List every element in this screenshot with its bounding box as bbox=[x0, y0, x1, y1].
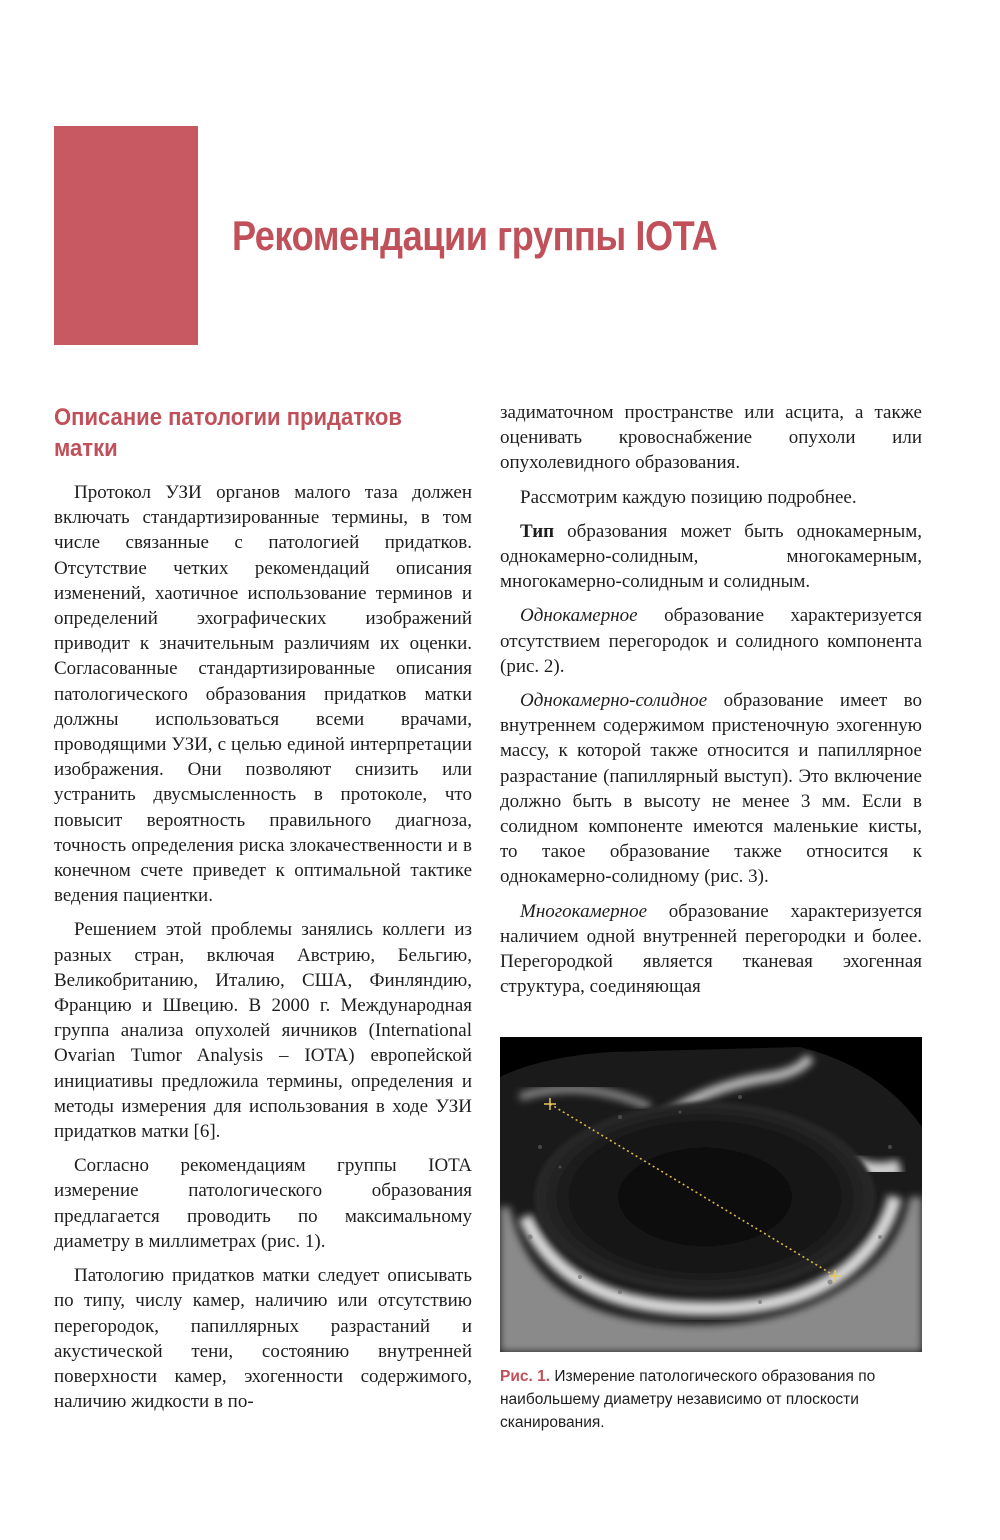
section-heading: Описание патологии придатков матки bbox=[54, 404, 402, 462]
paragraph-multilocular-text: образование характеризуется наличием одной внутренней перегородки и более. Перегородкой является тканевая эхогенная структура, соединяющая bbox=[500, 900, 922, 998]
figure-caption bbox=[500, 1365, 924, 1434]
paragraph-unilocular bbox=[500, 603, 922, 679]
ultrasound-scan bbox=[500, 1037, 922, 1352]
ultrasound-image bbox=[500, 1037, 922, 1352]
figure-label: Рис. 1. bbox=[500, 1368, 551, 1385]
left-column bbox=[54, 402, 472, 1423]
chapter-title: Рекомендации группы IOTA bbox=[232, 212, 718, 259]
paragraph-intro-positions: Рассмотрим каждую позицию подробнее. bbox=[520, 486, 857, 508]
paragraph-type-text: образования может быть однокамерным, однокамерно-солидным, многокамерным, многокамерно-солидным и солидным. bbox=[500, 520, 922, 593]
chapter-color-block bbox=[54, 126, 198, 345]
paragraph-multilocular bbox=[500, 899, 922, 1000]
paragraph-measurement: Согласно рекомендациям группы IOTA измерение патологического образования предлагается проводить по максимальному диаметру в миллиметрах (рис. 1). bbox=[54, 1155, 472, 1252]
paragraph-protocol: Протокол УЗИ органов малого таза должен включать стандартизированные термины, в том числе связанные с патологией придатков. Отсутствие четких рекомендаций описания изменений, хаотичное использование терминов и определений эхографических изображений приводит к значительным различиям их оценки. Согласованные стандартизированные описания патологического образования придатков матки должны использоваться всеми врачами, проводящими УЗИ, с целью единой интерпретации изображения. Они позволяют снизить или устранить двусмысленность в протоколе, что повысит вероятность правильного диагноза, точность определения риска злокачественности и в конечном счете приведет к оптимальной тактике ведения пациентки. bbox=[54, 482, 472, 907]
right-column bbox=[500, 400, 922, 1008]
paragraph-unilocular-text: образование характеризуется отсутствием перегородок и солидного компонента (рис. 2). bbox=[500, 605, 922, 677]
paragraph-continuation: задиматочном пространстве или асцита, а также оценивать кровоснабжение опухоли или опухолевидного образования. bbox=[500, 402, 922, 474]
paragraph-type bbox=[500, 519, 922, 595]
paragraph-unilocular-solid-text: образование имеет во внутреннем содержимом пристеночную эхогенную массу, к которой также относится и папиллярное разрастание (папиллярный выступ). Это включение должно быть в высоту не менее 3 мм. Если в солидном компоненте имеются маленькие кисты, то такое образование также относится к однокамерно-солидному (рис. 3). bbox=[500, 690, 922, 888]
term-multilocular: Многокамерное bbox=[520, 900, 647, 922]
figure-caption-text: Измерение патологического образования по наибольшему диаметру независимо от плоскости сканирования. bbox=[500, 1368, 876, 1431]
term-type: Тип bbox=[520, 520, 555, 542]
paragraph-unilocular-solid bbox=[500, 688, 922, 890]
term-unilocular: Однокамерное bbox=[520, 605, 638, 627]
term-unilocular-solid: Однокамерно-солидное bbox=[520, 690, 708, 712]
paragraph-iota-history: Решением этой проблемы занялись коллеги из разных стран, включая Австрию, Бельгию, Великобританию, Италию, США, Финляндию, Францию и Швецию. В 2000 г. Международная группа анализа опухолей яичников (International Ovarian Tumor Analysis – IOTA) европейской инициативы предложила термины, определения и методы измерения для использования в ходе УЗИ придатков матки [6]. bbox=[54, 919, 472, 1143]
paragraph-description-criteria: Патологию придатков матки следует описывать по типу, числу камер, наличию или отсутствию перегородок, папиллярных разрастаний и акустической тени, состоянию внутренней поверхности камер, эхогенности содержимого, наличию жидкости в по- bbox=[54, 1265, 472, 1413]
